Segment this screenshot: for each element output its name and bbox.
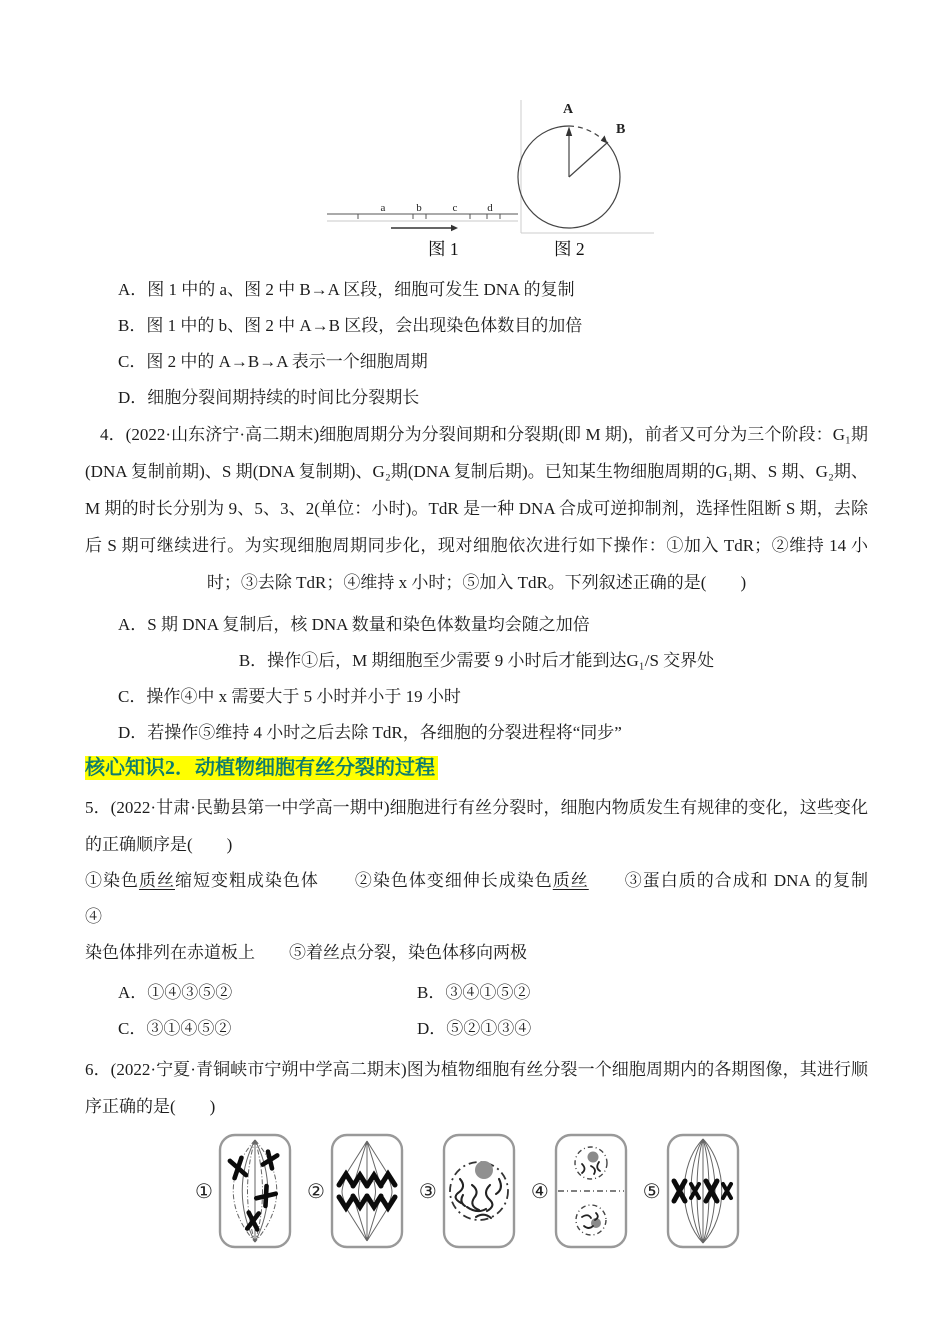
q5-stem: 5．(2022·甘肃·民勤县第一中学高一期中)细胞进行有丝分裂时，细胞内物质发生有规律的变化，这些变化的正确顺序是( ) <box>85 798 868 854</box>
cell-figure-5 <box>643 1133 740 1249</box>
segment-c-label: c <box>452 202 458 214</box>
q3-options <box>85 272 868 416</box>
q4-option-b: B．操作①后，M 期细胞至少需要 9 小时后才能到达G₁/S 交界处 <box>238 651 715 670</box>
figure-1-caption: 图 1 <box>428 239 459 259</box>
q4-option-d: D．若操作⑤维持 4 小时之后去除 TdR，各细胞的分裂进程将“同步” <box>118 723 622 742</box>
q5-items-line2: 染色体排列在赤道板上 ⑤着丝点分裂，染色体移向两极 <box>85 943 527 962</box>
q4-stem: 4．(2022·山东济宁·高二期末)细胞周期分为分裂间期和分裂期(即 M 期)，前者又可分为三个阶段：G₁期(DNA 复制前期)、S 期(DNA 复制期)、G₂期(DNA 复制后期)。已知某生物细胞周期的G₁期、S 期、G₂期、M 期的时长分别为 9、5、3、2(单位：小时)。TdR 是一种 DNA 合成可逆抑制剂，选择性阻断 S 期，去除后 S 期可继续进行。为实现细胞周期同步化，现对细胞依次进行如下操作：①加入 TdR；②维持 14 小时；③去除 TdR；④维持 x 小时；⑤加入 TdR。下列叙述正确的是( ) <box>85 425 868 592</box>
mitosis-anaphase-drawing <box>330 1133 404 1249</box>
cell-figure-1 <box>195 1133 292 1249</box>
cell-2-number: ② <box>306 1180 325 1203</box>
nucleolus-shape <box>475 1161 493 1179</box>
point-b-label: B <box>616 122 626 137</box>
q3-option-a: A．图 1 中的 a、图 2 中 B→A 区段，细胞可发生 DNA 的复制 <box>118 280 575 299</box>
q5-option-a: A．①④③⑤② <box>118 983 233 1002</box>
figure1-timeline-diagram <box>327 202 518 231</box>
figure2-cycle-circle-diagram <box>518 102 625 228</box>
q3-option-b: B．图 1 中的 b、图 2 中 A→B 区段，会出现染色体数目的加倍 <box>118 316 583 335</box>
cell-3-number: ③ <box>418 1180 437 1203</box>
q5-option-d: D．⑤②①③④ <box>417 1019 532 1038</box>
q5-items <box>85 863 903 971</box>
q3-option-c: C．图 2 中的 A→B→A 表示一个细胞周期 <box>118 352 428 371</box>
q5-items-line1: ①染色质丝缩短变粗成染色体 ②染色体变细伸长成染色质丝 ③蛋白质的合成和 DNA 的复制 ④ <box>85 871 903 926</box>
q4-option-c: C．操作④中 x 需要大于 5 小时并小于 19 小时 <box>118 687 461 706</box>
cell-figure-3 <box>419 1133 516 1249</box>
interphase-early-prophase-drawing <box>442 1133 516 1249</box>
cell-4-number: ④ <box>530 1180 549 1203</box>
q4-option-a: A．S 期 DNA 复制后，核 DNA 数量和染色体数量均会随之加倍 <box>118 615 590 634</box>
q5-option-c: C．③①④⑤② <box>118 1019 232 1038</box>
q6-cell-figures <box>85 1131 868 1251</box>
section-heading: 核心知识2．动植物细胞有丝分裂的过程 <box>85 756 438 780</box>
segment-b-label: b <box>416 202 422 214</box>
timeline-arrow-icon <box>451 225 458 231</box>
worksheet-page <box>85 98 903 1251</box>
figure-2-caption: 图 2 <box>554 239 585 259</box>
radius-a-arrow-icon <box>566 127 572 137</box>
point-a-label: A <box>562 102 574 117</box>
mitosis-telophase-drawing <box>554 1133 628 1249</box>
cell-5-number: ⑤ <box>642 1180 661 1203</box>
cell-figure-2 <box>307 1133 404 1249</box>
mitosis-metaphase-drawing <box>666 1133 740 1249</box>
q4-options <box>85 607 868 751</box>
section-heading-row <box>85 753 868 783</box>
segment-a-label: a <box>380 202 386 214</box>
figure-cell-cycle <box>85 98 868 266</box>
q5-options <box>85 975 868 1047</box>
cell-figure-4 <box>531 1133 628 1249</box>
cell-cycle-figure-drawing <box>325 98 655 238</box>
segment-d-label: d <box>487 202 493 214</box>
nucleolus-shape <box>587 1152 598 1163</box>
q6-stem: 6．(2022·宁夏·青铜峡市宁朔中学高二期末)图为植物细胞有丝分裂一个细胞周期内的各期图像，其进行顺序正确的是( ) <box>85 1060 868 1116</box>
q3-option-d: D．细胞分裂间期持续的时间比分裂期长 <box>118 388 420 407</box>
mitosis-prometaphase-drawing <box>218 1133 292 1249</box>
q5-option-b: B．③④①⑤② <box>417 983 531 1002</box>
cell-1-number: ① <box>195 1180 213 1203</box>
